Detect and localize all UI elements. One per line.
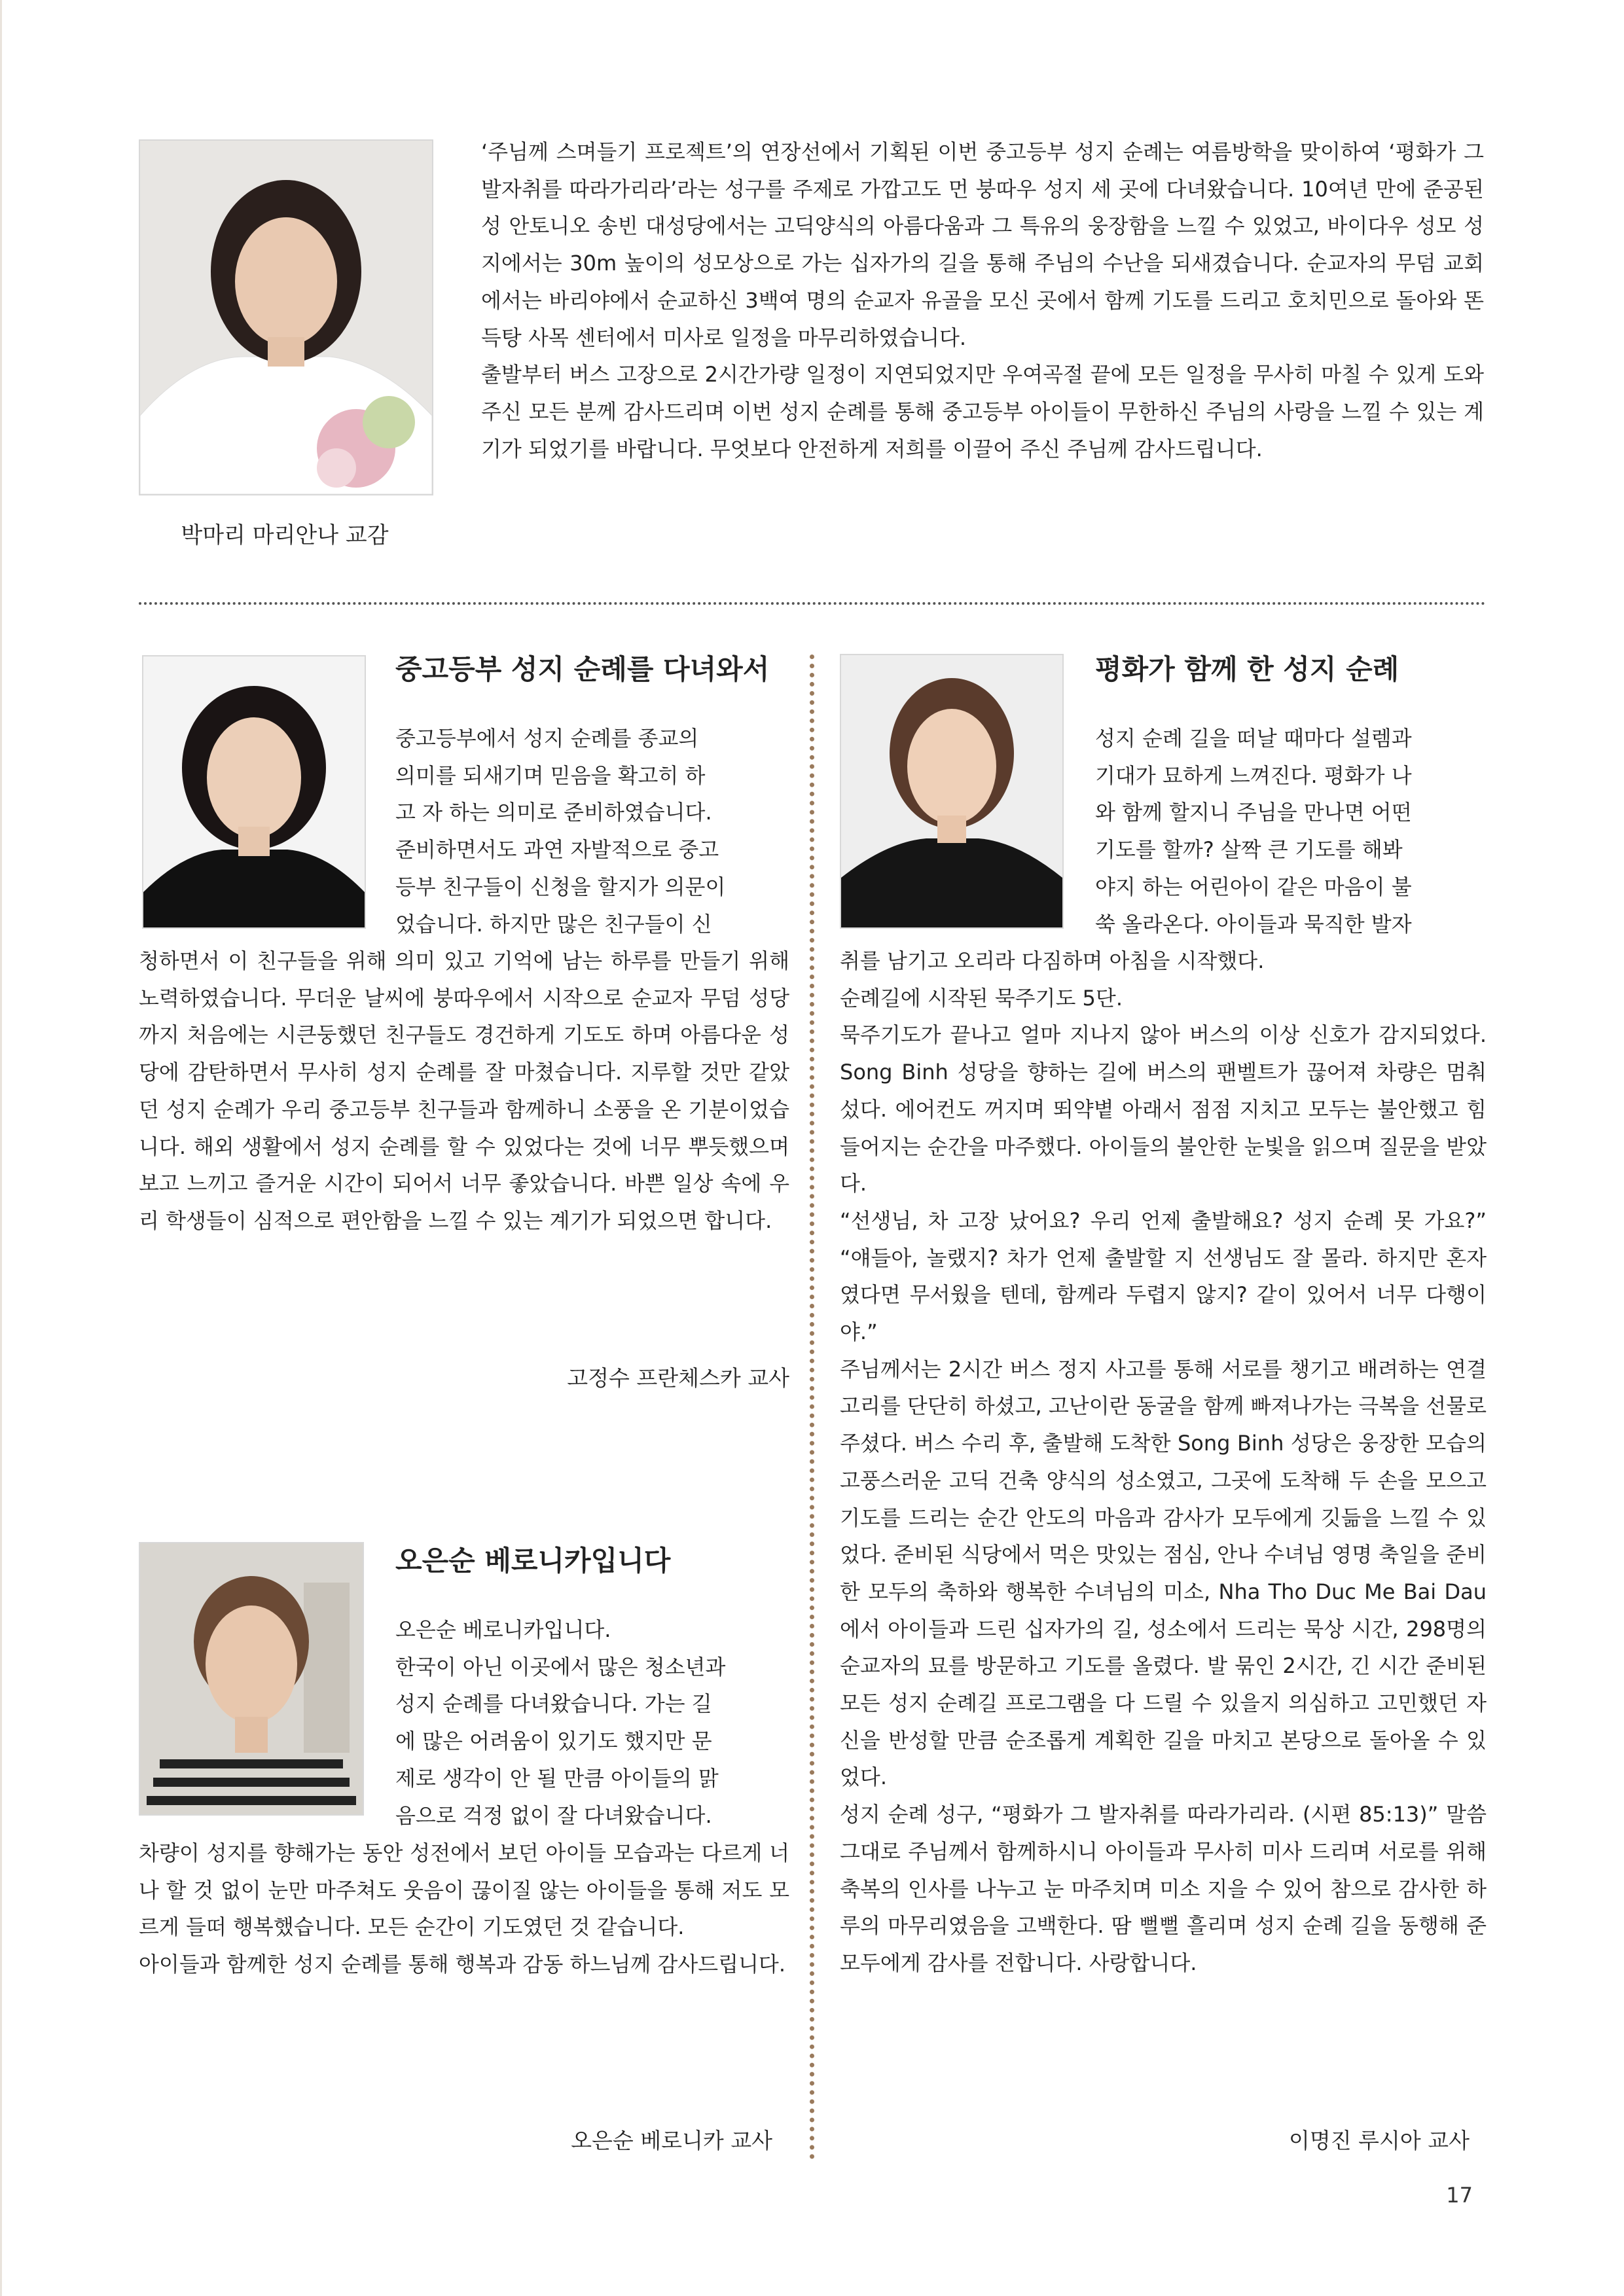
article3-paragraph: 순례길에 시작된 묵주기도 5단. — [840, 985, 1123, 1011]
portrait-image — [841, 655, 1062, 927]
article3-paragraph: 취를 남기고 오리라 다짐하며 아침을 시작했다. — [840, 948, 1265, 973]
article1-signature: 고정수 프란체스카 교사 — [567, 1365, 789, 1391]
article1-side-text — [395, 720, 789, 942]
photo-lee-myeongjin — [840, 654, 1064, 929]
page-edge — [0, 0, 2, 2296]
article2-body — [139, 1835, 789, 1983]
portrait-image — [143, 656, 365, 927]
article2-side-line: 제로 생각이 안 될 만큼 아이들의 맑 — [395, 1765, 719, 1791]
article2-side-line: 오은순 베로니카입니다. — [395, 1617, 611, 1642]
article1-side-line: 등부 친구들이 신청을 할지가 의문이 — [395, 874, 726, 899]
section-divider — [139, 602, 1486, 605]
article2-paragraph: 차량이 성지를 향해가는 동안 성전에서 보던 아이들 모습과는 다르게 너나 할 것 없이 눈만 마주쳐도 웃음이 끊이질 않는 아이들을 통해 저도 모르게 들떠 행복했습니다. 모든 순간이 기도였던 것 같습니다. — [139, 1840, 789, 1940]
article1-body — [139, 942, 789, 1240]
portrait-image — [140, 141, 432, 494]
portrait-image — [140, 1543, 363, 1814]
top-paragraph-2: 출발부터 버스 고장으로 2시간가량 일정이 지연되었지만 우여곡절 끝에 모든 일정을 무사히 마칠 수 있게 도와주신 모든 분께 감사드리며 이번 성지 순례를 통해 중고등부 아이들이 무한하신 주님의 사랑을 느낄 수 있는 계기가 되었기를 바랍니다. 무엇보다 안전하게 저희를 이끌어 주신 주님께 감사드립니다. — [481, 362, 1484, 461]
article3-side-line: 기대가 묘하게 느껴진다. 평화가 나 — [1095, 762, 1412, 788]
article1-side-line: 중고등부에서 성지 순례를 종교의 — [395, 726, 699, 751]
article2-paragraph: 아이들과 함께한 성지 순례를 통해 행복과 감동 하느님께 감사드립니다. — [139, 1952, 785, 1977]
top-paragraph-1: ‘주님께 스며들기 프로젝트’의 연장선에서 기획된 이번 중고등부 성지 순례는 여름방학을 맞이하여 ‘평화가 그 발자취를 따라가리라’라는 성구를 주제로 가깝고도 먼 붕따우 성지 세 곳에 다녀왔습니다. 10여년 만에 준공된 성 안토니오 송빈 대성당에서는 고딕양식의 아름다움과 그 특유의 웅장함을 느낄 수 있었고, 바이다우 성모 성지에서는 30m 높이의 성모상으로 가는 십자가의 길을 통해 주님의 수난을 되새겼습니다. 순교자의 무덤 교회에서는 바리야에서 순교하신 3백여 명의 순교자 유골을 모신 곳에서 함께 기도를 드리고 호치민으로 돌아와 똔득탕 사목 센터에서 미사로 일정을 마무리하였습니다. — [481, 139, 1484, 350]
article3-paragraph: 묵주기도가 끝나고 얼마 지나지 않아 버스의 이상 신호가 감지되었다. Song Binh 성당을 향하는 길에 버스의 팬벨트가 끊어져 차량은 멈춰 섰다. 에어컨도 꺼지며 뙤약볕 아래서 점점 지치고 모두는 불안했고 힘들어지는 순간을 마주했다. 아이들의 불안한 눈빛을 읽으며 질문을 받았다. — [840, 1022, 1487, 1196]
article3-side-line: 와 함께 할지니 주님을 만나면 어떤 — [1095, 800, 1412, 825]
article1-side-line: 고 자 하는 의미로 준비하였습니다. — [395, 800, 712, 825]
top-intro-text — [481, 134, 1484, 467]
article3-paragraph: 성지 순례 성구, “평화가 그 발자취를 따라가리라. (시편 85:13)” 말씀 그대로 주님께서 함께하시니 아이들과 무사히 미사 드리며 서로를 위해 축복의 인사를 나누고 눈 마주치며 미소 지을 수 있어 참으로 감사한 하루의 마무리였음을 고백한다. 땀 뻘뻘 흘리며 성지 순례 길을 동행해 준 모두에게 감사를 전합니다. 사랑합니다. — [840, 1802, 1487, 1975]
article1-paragraph: 청하면서 이 친구들을 위해 의미 있고 기억에 남는 하루를 만들기 위해 노력하였습니다. 무더운 날씨에 붕따우에서 시작으로 순교자 무덤 성당까지 처음에는 시큰둥했던 친구들도 경건하게 기도도 하며 아름다운 성당에 감탄하면서 무사히 성지 순례를 잘 마쳤습니다. 지루할 것만 같았던 성지 순례가 우리 중고등부 친구들과 함께하니 소풍을 온 기분이었습니다. 해외 생활에서 성지 순례를 할 수 있었다는 것에 너무 뿌듯했으며 보고 느끼고 즐거운 시간이 되어서 너무 좋았습니다. 바쁜 일상 속에 우리 학생들이 심적으로 편안함을 느낄 수 있는 계기가 되었으면 합니다. — [139, 948, 789, 1233]
article3-paragraph: 주님께서는 2시간 버스 정지 사고를 통해 서로를 챙기고 배려하는 연결고리를 단단히 하셨고, 고난이란 동굴을 함께 빠져나가는 극복을 선물로 주셨다. 버스 수리 후, 출발해 도착한 Song Binh 성당은 웅장한 모습의 고풍스러운 고딕 건축 양식의 성소였고, 그곳에 도착해 두 손을 모으고 기도를 드리는 순간 안도의 마음과 감사가 모두에게 깃듦을 느낄 수 있었다. 준비된 식당에서 먹은 맛있는 점심, 안나 수녀님 영명 축일을 준비한 모두의 축하와 행복한 수녀님의 미소, Nha Tho Duc Me Bai Dau에서 아이들과 드린 십자가의 길, 성소에서 드리는 묵상 시간, 298명의 순교자의 묘를 방문하고 기도를 올렸다. 발 묶인 2시간, 긴 시간 준비된 모든 성지 순례길 프로그램을 다 드릴 수 있을지 의심하고 고민했던 자신을 반성할 만큼 순조롭게 계획한 길을 마치고 본당으로 돌아올 수 있었다. — [840, 1356, 1487, 1790]
column-divider — [810, 655, 814, 2160]
photo-park-mari — [139, 139, 433, 495]
article1-side-line: 의미를 되새기며 믿음을 확고히 하 — [395, 762, 706, 788]
article3-title: 평화가 함께 한 성지 순례 — [1095, 653, 1399, 685]
article2-side-text — [395, 1611, 789, 1834]
photo-go-jeongsu — [142, 655, 366, 929]
article2-side-line: 음으로 걱정 없이 잘 다녀왔습니다. — [395, 1803, 712, 1828]
article3-side-line: 쑥 올라온다. 아이들과 묵직한 발자 — [1095, 911, 1412, 937]
article2-side-line: 한국이 아닌 이곳에서 많은 청소년과 — [395, 1654, 726, 1679]
article1-side-line: 준비하면서도 과연 자발적으로 중고 — [395, 837, 719, 863]
article1-side-line: 었습니다. 하지만 많은 친구들이 신 — [395, 911, 712, 937]
article3-side-line: 기도를 할까? 살짝 큰 기도를 해봐 — [1095, 837, 1403, 863]
article3-body — [840, 942, 1487, 1982]
article3-side-line: 야지 하는 어린아이 같은 마음이 불 — [1095, 874, 1412, 899]
article2-side-line: 성지 순례를 다녀왔습니다. 가는 길 — [395, 1691, 712, 1717]
article1-title: 중고등부 성지 순례를 다녀와서 — [395, 653, 770, 685]
article3-side-text — [1095, 720, 1487, 942]
page-number: 17 — [1446, 2183, 1473, 2208]
photo-caption: 박마리 마리안나 교감 — [181, 522, 389, 548]
article2-title: 오은순 베로니카입니다 — [395, 1545, 671, 1577]
article2-side-line: 에 많은 어려움이 있기도 했지만 문 — [395, 1729, 712, 1754]
article3-side-line: 성지 순례 길을 떠날 때마다 설렘과 — [1095, 726, 1412, 751]
article2-signature: 오은순 베로니카 교사 — [571, 2128, 772, 2153]
photo-oh-eunsun — [139, 1542, 364, 1816]
article3-paragraph: “선생님, 차 고장 났어요? 우리 언제 출발해요? 성지 순례 못 가요?” “얘들아, 놀랬지? 차가 언제 출발할 지 선생님도 잘 몰라. 하지만 혼자였다면 무서웠을 텐데, 함께라 두렵지 않지? 같이 있어서 너무 다행이야.” — [840, 1208, 1487, 1345]
article3-signature: 이명진 루시아 교사 — [1288, 2128, 1470, 2153]
